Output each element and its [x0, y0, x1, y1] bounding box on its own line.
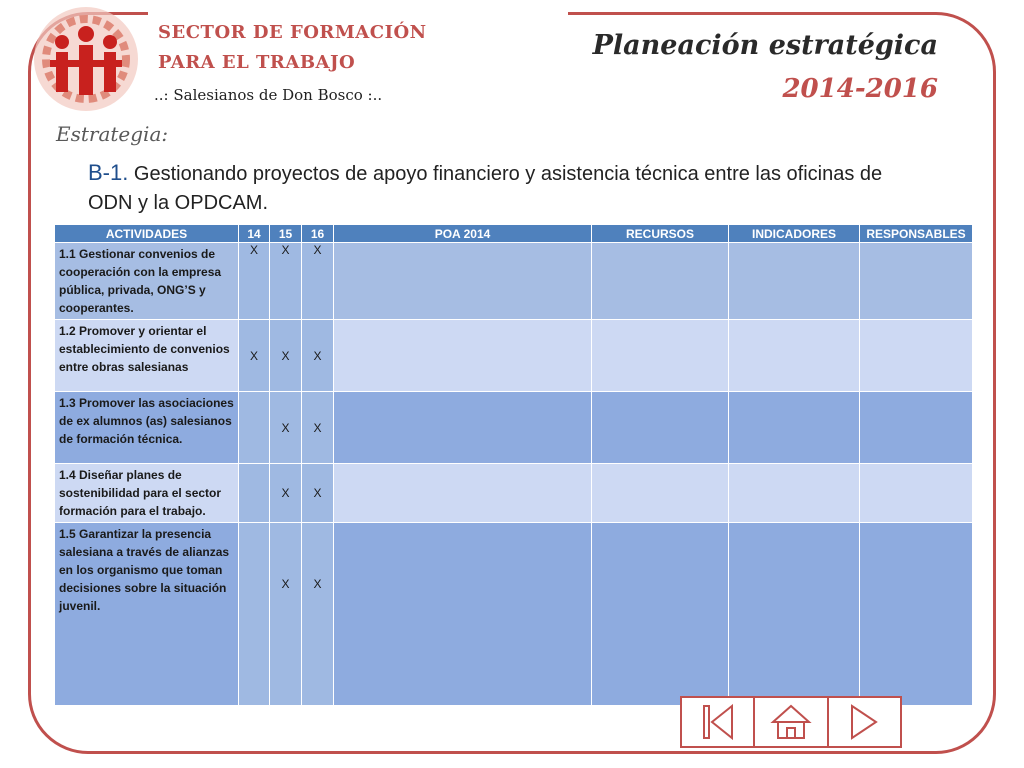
year-15-mark: X	[281, 577, 290, 591]
year-14-cell	[239, 464, 270, 523]
indicators-cell	[729, 243, 860, 320]
responsibles-cell	[860, 243, 973, 320]
org-subtitle: ..: Salesianos de Don Bosco :..	[154, 86, 383, 104]
year-16-cell	[302, 464, 334, 523]
page-title: Planeación estratégica	[592, 30, 938, 61]
year-16-mark: X	[313, 420, 322, 435]
responsibles-cell	[860, 392, 973, 464]
year-15-cell	[270, 464, 302, 523]
table-header-row	[55, 225, 973, 243]
year-15-cell	[270, 523, 302, 706]
year-15-mark: X	[281, 348, 290, 363]
first-slide-button[interactable]	[682, 698, 755, 746]
activity-cell: 1.3 Promover las asociaciones de ex alumnos (as) salesianos de formación técnica.	[55, 392, 239, 464]
year-14-mark: X	[249, 348, 258, 363]
col-indicators: INDICADORES	[729, 225, 860, 243]
year-16-cell	[302, 523, 334, 706]
salesianos-logo	[22, 4, 150, 114]
poa-cell	[334, 523, 592, 706]
strategy-statement	[88, 158, 928, 218]
year-14-cell	[239, 523, 270, 706]
resources-cell	[592, 320, 729, 392]
indicators-cell	[729, 464, 860, 523]
poa-cell	[334, 464, 592, 523]
year-15-mark: X	[281, 243, 290, 257]
year-14-cell	[239, 392, 270, 464]
slide-navigation	[680, 696, 902, 748]
year-16-cell	[302, 392, 334, 464]
table-row	[55, 320, 973, 392]
year-16-cell	[302, 320, 334, 392]
resources-cell	[592, 464, 729, 523]
indicators-cell	[729, 392, 860, 464]
year-16-mark: X	[313, 243, 322, 257]
year-14-cell	[239, 243, 270, 320]
org-name-block	[148, 10, 568, 120]
year-16-mark: X	[313, 348, 322, 363]
table-row	[55, 243, 973, 320]
home-icon	[769, 702, 813, 742]
resources-cell	[592, 243, 729, 320]
first-slide-icon	[696, 702, 740, 742]
poa-cell	[334, 320, 592, 392]
col-year-16: 16	[302, 225, 334, 243]
home-button[interactable]	[755, 698, 828, 746]
col-poa: POA 2014	[334, 225, 592, 243]
responsibles-cell	[860, 320, 973, 392]
year-14-mark: X	[249, 243, 258, 257]
responsibles-cell	[860, 523, 973, 706]
org-name-line1: SECTOR DE FORMACIÓN	[158, 22, 427, 43]
year-16-cell	[302, 243, 334, 320]
activity-cell: 1.1 Gestionar convenios de cooperación con la empresa pública, privada, ONG’S y cooperantes.	[55, 243, 239, 320]
poa-cell	[334, 392, 592, 464]
section-label: Estrategia:	[56, 122, 169, 146]
col-year-15: 15	[270, 225, 302, 243]
table-row	[55, 392, 973, 464]
year-14-cell	[239, 320, 270, 392]
table-row	[55, 523, 973, 706]
org-name-line2: PARA EL TRABAJO	[158, 52, 356, 73]
resources-cell	[592, 523, 729, 706]
col-activities: ACTIVIDADES	[55, 225, 239, 243]
strategy-text: Gestionando proyectos de apoyo financiero y asistencia técnica entre las oficinas de ODN y la OPDCAM.	[88, 163, 883, 214]
year-15-mark: X	[281, 486, 290, 500]
col-year-14: 14	[239, 225, 270, 243]
year-16-mark: X	[313, 577, 322, 591]
year-15-cell	[270, 243, 302, 320]
table-row	[55, 464, 973, 523]
year-16-mark: X	[313, 486, 322, 500]
activity-cell: 1.5 Garantizar la presencia salesiana a través de alianzas en los organismo que toman decisiones sobre la situación juvenil.	[55, 523, 239, 706]
year-15-mark: X	[281, 420, 290, 435]
responsibles-cell	[860, 464, 973, 523]
col-resources: RECURSOS	[592, 225, 729, 243]
next-slide-button[interactable]	[829, 698, 900, 746]
poa-cell	[334, 243, 592, 320]
year-15-cell	[270, 392, 302, 464]
next-slide-icon	[842, 702, 886, 742]
indicators-cell	[729, 523, 860, 706]
strategy-code: B-1.	[88, 160, 129, 185]
activity-cell: 1.4 Diseñar planes de sostenibilidad para el sector formación para el trabajo.	[55, 464, 239, 523]
activity-cell: 1.2 Promover y orientar el establecimiento de convenios entre obras salesianas	[55, 320, 239, 392]
resources-cell	[592, 392, 729, 464]
indicators-cell	[729, 320, 860, 392]
page-period: 2014-2016	[782, 74, 938, 104]
year-15-cell	[270, 320, 302, 392]
col-responsibles: RESPONSABLES	[860, 225, 973, 243]
activities-table	[54, 224, 973, 706]
